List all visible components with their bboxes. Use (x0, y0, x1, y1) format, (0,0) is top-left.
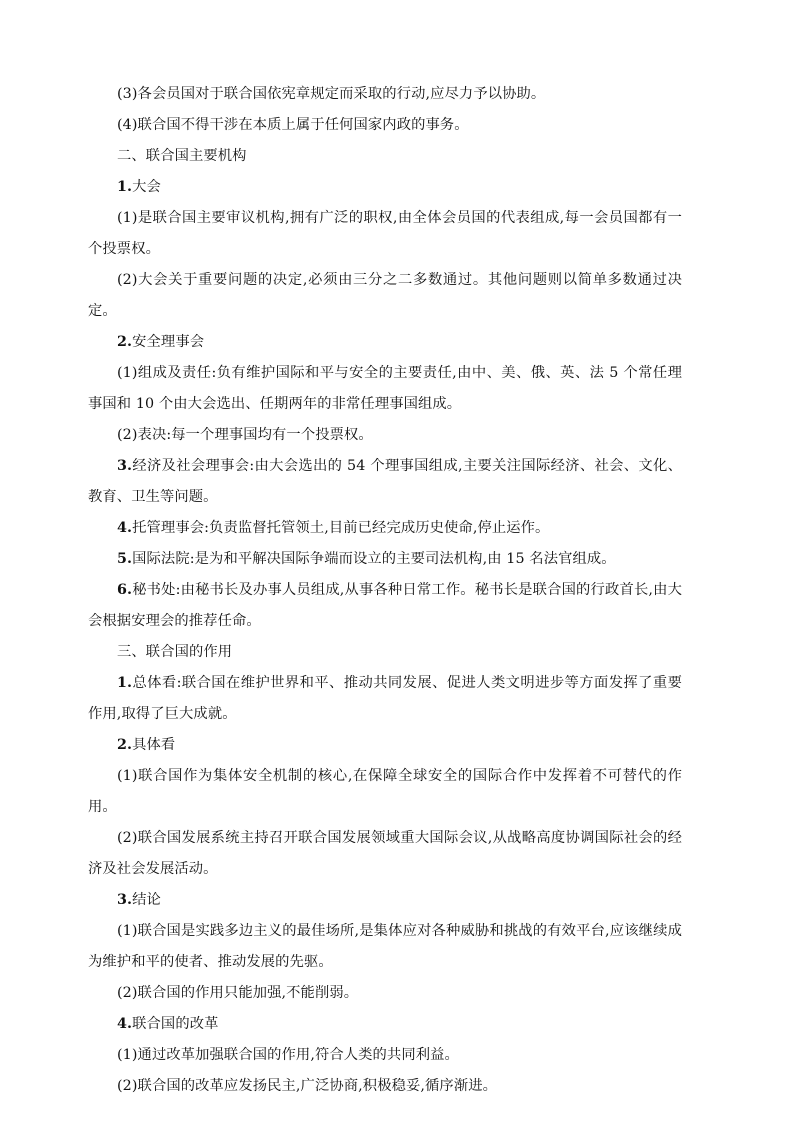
item-text: 秘书处:由秘书长及办事人员组成,从事各种日常工作。秘书长是联合国的行政首长,由大会根据安理会的推荐任命。 (88, 582, 682, 629)
section-heading: 三、联合国的作用 (117, 644, 233, 660)
item-text: 安全理事会 (132, 334, 205, 350)
paragraph: (2)大会关于重要问题的决定,必须由三分之二多数通过。其他问题则以简单多数通过决定。 (88, 272, 682, 319)
item-number: 3. (117, 892, 133, 908)
paragraph: (3)各会员国对于联合国依宪章规定而采取的行动,应尽力予以协助。 (117, 86, 546, 102)
subsection-heading (88, 172, 682, 203)
paragraph: (1)通过改革加强联合国的作用,符合人类的共同利益。 (117, 1047, 459, 1063)
subsection-heading (88, 885, 682, 916)
paragraph: (1)组成及责任:负有维护国际和平与安全的主要责任,由中、美、俄、英、法 5 个常任理事国和 10 个由大会选出、任期两年的非常任理事国组成。 (88, 365, 682, 412)
numbered-paragraph (88, 668, 682, 730)
item-number: 2. (117, 334, 133, 350)
item-text: 联合国的改革 (132, 1016, 219, 1032)
item-number: 3. (117, 458, 133, 474)
paragraph: (2)联合国发展系统主持召开联合国发展领域重大国际会议,从战略高度协调国际社会的经济及社会发展活动。 (88, 830, 682, 877)
paragraph: (1)是联合国主要审议机构,拥有广泛的职权,由全体会员国的代表组成,每一会员国都有一个投票权。 (88, 210, 682, 257)
paragraph: (2)表决:每一个理事国均有一个投票权。 (117, 427, 373, 443)
item-text: 大会 (132, 179, 161, 195)
subsection-heading (88, 730, 682, 761)
item-text: 国际法院:是为和平解决国际争端而设立的主要司法机构,由 15 名法官组成。 (132, 551, 616, 567)
numbered-paragraph (88, 575, 682, 637)
paragraph: (2)联合国的改革应发扬民主,广泛协商,积极稳妥,循序渐进。 (117, 1078, 498, 1094)
item-number: 1. (117, 675, 133, 691)
numbered-paragraph (88, 544, 682, 575)
item-number: 2. (117, 737, 133, 753)
paragraph: (1)联合国作为集体安全机制的核心,在保障全球安全的国际合作中发挥着不可替代的作用。 (88, 768, 682, 815)
numbered-paragraph (88, 451, 682, 513)
section-heading: 二、联合国主要机构 (117, 148, 247, 164)
item-number: 1. (117, 179, 133, 195)
subsection-heading (88, 1009, 682, 1040)
item-text: 具体看 (132, 737, 176, 753)
item-number: 4. (117, 520, 133, 536)
item-text: 经济及社会理事会:由大会选出的 54 个理事国组成,主要关注国际经济、社会、文化、教育、卫生等问题。 (88, 458, 682, 505)
paragraph: (2)联合国的作用只能加强,不能削弱。 (117, 985, 359, 1001)
item-number: 4. (117, 1016, 133, 1032)
item-text: 总体看:联合国在维护世界和平、推动共同发展、促进人类文明进步等方面发挥了重要作用,取得了巨大成就。 (88, 675, 682, 722)
item-text: 结论 (132, 892, 161, 908)
numbered-paragraph (88, 513, 682, 544)
item-number: 5. (117, 551, 133, 567)
paragraph: (4)联合国不得干涉在本质上属于任何国家内政的事务。 (117, 117, 469, 133)
item-number: 6. (117, 582, 133, 598)
subsection-heading (88, 327, 682, 358)
paragraph: (1)联合国是实践多边主义的最佳场所,是集体应对各种威胁和挑战的有效平台,应该继续成为维护和平的使者、推动发展的先驱。 (88, 923, 682, 970)
item-text: 托管理事会:负责监督托管领土,目前已经完成历史使命,停止运作。 (132, 520, 550, 536)
